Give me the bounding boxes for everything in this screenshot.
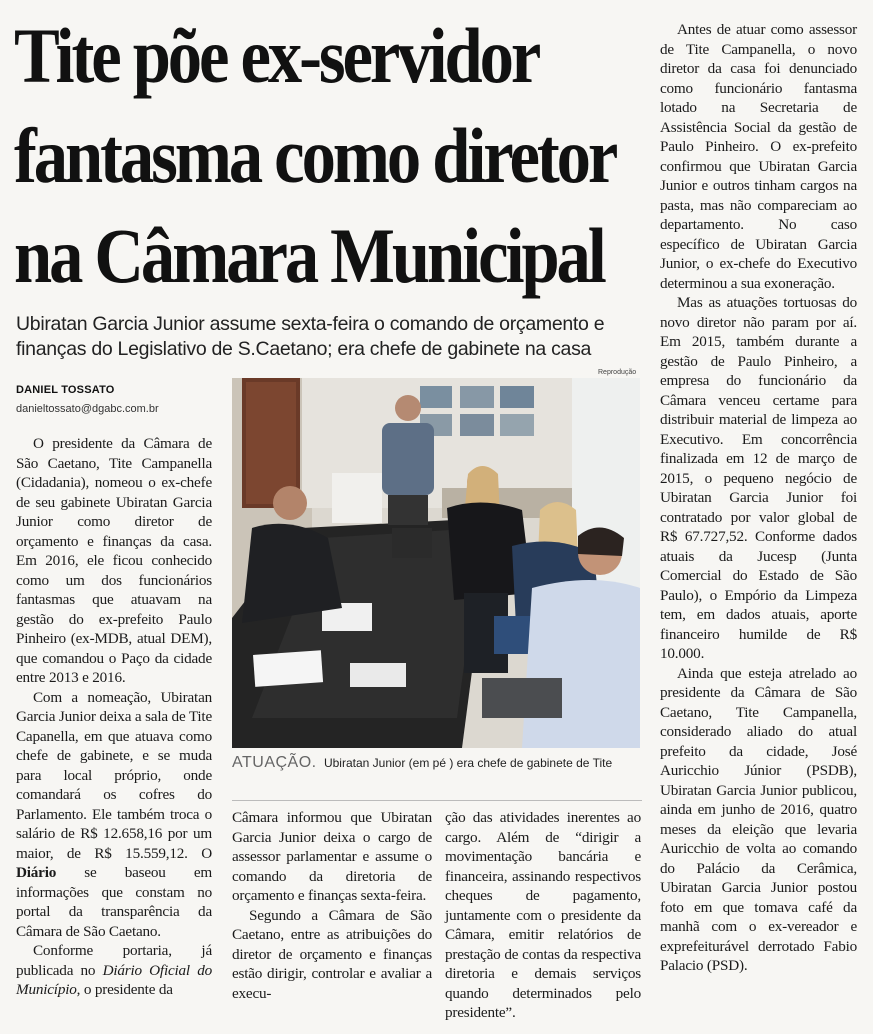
caption-text: Ubiratan Junior (em pé ) era chefe de gabinete de Tite <box>323 756 613 770</box>
caption-kicker: ATUAÇÃO. <box>232 754 317 771</box>
headline-line-2: fantasma como diretor <box>14 112 616 199</box>
paragraph <box>16 688 212 942</box>
caption-divider <box>232 800 642 801</box>
paragraph: Antes de atuar como assessor de Tite Campanella, o novo diretor da casa foi denunciado como funcionário fantasma lotado na Secretaria de Assistência Social da gestão de Paulo Pinheiro. O ex-prefeito confirmou que Ubiratan Garcia Junior e outros tinham cargos na pasta, mas não compareciam ao departamento. No caso específico de Ubiratan Garcia Junior, o ex-chefe do Executivo determinou a sua exoneração. <box>660 21 857 292</box>
newspaper-name: Diário <box>16 864 57 881</box>
paragraph: ção das atividades inerentes ao cargo. Além de “dirigir a movimentação bancária e financeira, assinando respectivos cheques de pagamento, juntamente com o presidente da Câmara, emitir relatórios de prestação de contas da respectiva diretoria e demais serviços quando determinados pelo presidente”. <box>445 809 641 1021</box>
paragraph <box>16 941 212 1000</box>
meeting-photo-illustration <box>232 378 640 748</box>
paragraph-text: Com a nomeação, Ubiratan Garcia Junior deixa a sala de Tite Capanella, em que atuava como chefe de gabinete, e se muda para local próprio, onde comandará os cofres do Parlamento. Ele também troca o salário de R$ 12.658,16 por um maior, de R$ 15.559,12. O <box>16 688 212 862</box>
paragraph: Segundo a Câmara de São Caetano, entre as atribuições do diretor de orçamento e finanças estão dirigir, controlar e avaliar a execu- <box>232 906 432 1002</box>
article-column-2 <box>232 808 432 1003</box>
article-column-3 <box>445 808 641 1023</box>
article-column-4 <box>660 20 857 976</box>
paragraph: Câmara informou que Ubiratan Garcia Junior deixa o cargo de assessor parlamentar e assume o comando da diretoria de orçamento e finanças sexta-feira. <box>232 809 432 904</box>
photo-credit: Reprodução <box>598 369 637 376</box>
headline <box>14 6 616 306</box>
article-photo <box>232 378 640 748</box>
paragraph-text: se baseou em informações que constam no portal da transparência da Câmara de São Caetano. <box>16 864 212 940</box>
paragraph: O presidente da Câmara de São Caetano, Tite Campanella (Cidadania), nomeou o ex-chefe de seu gabinete Ubiratan Garcia Junior como diretor de orçamento e finanças da casa. Em 2016, ele ficou conhecido como um dos funcionários fantasmas que atuavam na gestão do ex-prefeito Paulo Pinheiro (ex-MDB, atual DEM), que comandou o Paço da cidade entre 2013 e 2016. <box>16 435 212 686</box>
paragraph: Ainda que esteja atrelado ao presidente da Câmara de São Caetano, Tite Campanella, considerado aliado do atual prefeito da cidade, José Auricchio Júnior (PSDB), Ubiratan Garcia Junior publicou, ainda em junho de 2016, quatro meses da eleição que levaria Auricchio de volta ao comando do Palácio da Cerâmica, Ubiratan Garcia Junior postou foto em que tomava café da manhã com o ex-vereador e exprefeiturável derrotado Fabio Palacio (PSD). <box>660 664 857 974</box>
publication-name: Diário Oficial do Município <box>16 961 212 998</box>
byline-author: DANIEL TOSSATO <box>16 384 115 396</box>
subheadline: Ubiratan Garcia Junior assume sexta-feira o comando de orçamento e finanças do Legislativo de S.Caetano; era chefe de gabinete na casa <box>16 313 605 360</box>
paragraph-text: Conforme portaria, já publicada no <box>16 942 212 979</box>
byline-email[interactable]: danieltossato@dgabc.com.br <box>16 403 159 415</box>
article-column-1 <box>16 434 212 1000</box>
headline-line-1: Tite põe ex-servidor <box>14 12 539 99</box>
paragraph: Mas as atuações tortuosas do novo diretor não param por aí. Em 2015, também durante a gestão de Paulo Pinheiro, a empresa do funcionário da Câmara venceu certame para distribuir material de limpeza ao Executivo. Em concorrência finalizada em 12 de março de 2015, o pequeno negócio de Ubiratan Garcia Junior foi contratado por valor global de R$ 67.727,52. Conforme dados atuais da Jucesp (Junta Comercial do Estado de São Paulo), o Empório da Limpeza tem, em dados atuais, aporte financeiro humilde de R$ 10.000. <box>660 294 857 662</box>
paragraph-text: , o presidente da <box>76 981 173 998</box>
headline-line-3: na Câmara Municipal <box>14 212 604 299</box>
photo-caption <box>232 754 642 772</box>
